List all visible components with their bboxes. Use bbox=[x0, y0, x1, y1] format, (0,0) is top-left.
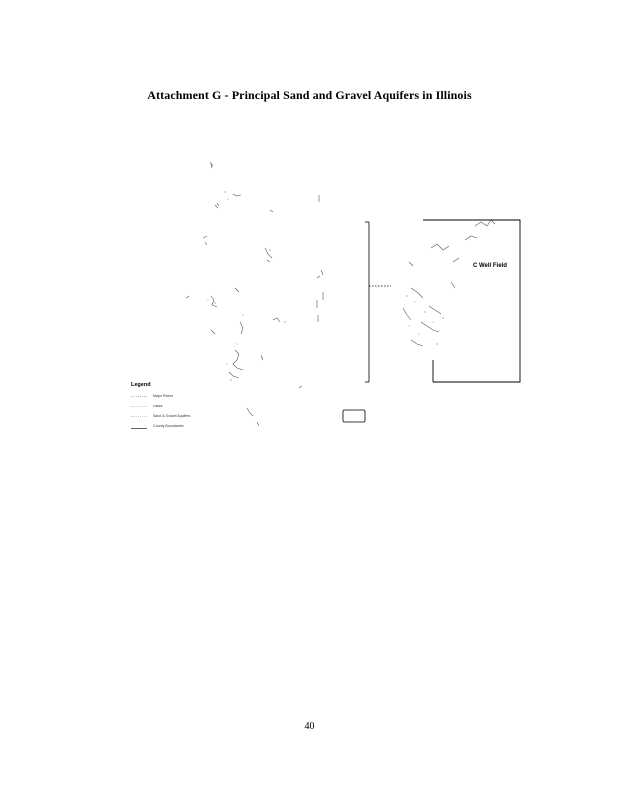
legend-item-county-boundaries bbox=[131, 421, 190, 431]
legend-item-rivers bbox=[131, 391, 190, 401]
map-legend bbox=[131, 382, 190, 431]
legend-item-label: Sand & Gravel Aquifers bbox=[153, 414, 191, 418]
inset-dots bbox=[406, 295, 443, 344]
aquifer-map bbox=[125, 150, 525, 440]
legend-item-label: County Boundaries bbox=[153, 424, 184, 428]
page-title: Attachment G - Principal Sand and Gravel Aquifers in Illinois bbox=[147, 88, 472, 102]
scale-box bbox=[343, 410, 365, 422]
page-number: 40 bbox=[304, 721, 315, 732]
county-boundary-swatch-icon bbox=[131, 428, 147, 429]
aquifers-swatch-icon bbox=[131, 416, 147, 417]
legend-item-label: Major Rivers bbox=[153, 394, 174, 398]
inset-well-field-fragments bbox=[403, 220, 495, 346]
legend-item-aquifers bbox=[131, 411, 190, 421]
rivers-swatch-icon bbox=[131, 396, 147, 397]
lakes-swatch-icon bbox=[131, 406, 147, 407]
aquifer-dots bbox=[208, 191, 286, 380]
state-outline-fragments bbox=[186, 162, 323, 426]
legend-item-lakes bbox=[131, 401, 190, 411]
inset-bracket bbox=[365, 222, 391, 382]
legend-item-label: Lakes bbox=[153, 404, 163, 408]
inset-label: C Well Field bbox=[473, 263, 507, 269]
legend-title: Legend bbox=[131, 382, 151, 388]
